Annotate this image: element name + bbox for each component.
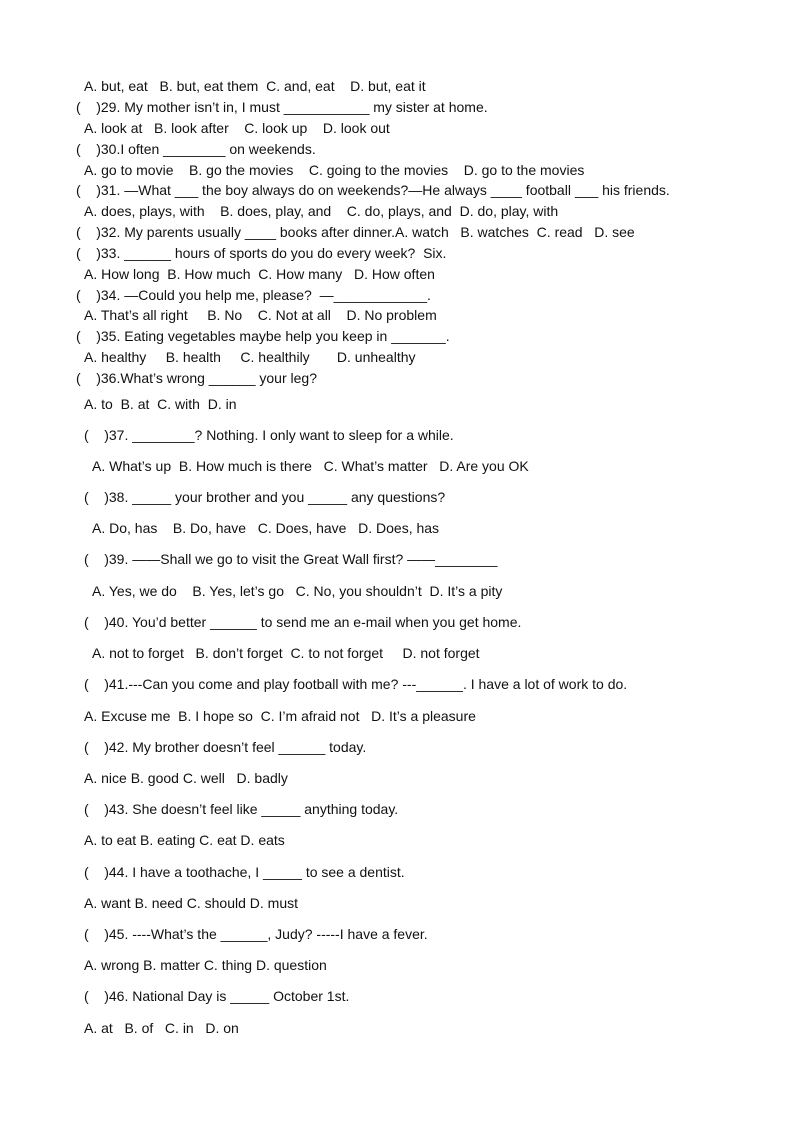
answer-options-37: A. What’s up B. How much is there C. What’s matter D. Are you OK [92,458,529,474]
question-32: ( )32. My parents usually ____ books after dinner.A. watch B. watches C. read D. see [76,224,635,240]
answer-options-45: A. wrong B. matter C. thing D. question [84,957,327,973]
answer-options-34: A. That’s all right B. No C. Not at all D. No problem [84,307,437,323]
answer-options-39: A. Yes, we do B. Yes, let’s go C. No, you shouldn’t D. It’s a pity [92,583,503,599]
question-31: ( )31. —What ___ the boy always do on weekends?—He always ____ football ___ his friends. [76,182,670,198]
answer-options-38: A. Do, has B. Do, have C. Does, have D. Does, has [92,520,440,536]
answer-options-35: A. healthy B. health C. healthily D. unhealthy [84,349,416,365]
answer-options-28: A. but, eat B. but, eat them C. and, eat D. but, eat it [84,78,426,94]
question-29: ( )29. My mother isn’t in, I must ___________ my sister at home. [76,99,488,115]
question-37: ( )37. ________? Nothing. I only want to sleep for a while. [84,427,454,443]
answer-options-43: A. to eat B. eating C. eat D. eats [84,832,285,848]
answer-options-31: A. does, plays, with B. does, play, and C. do, plays, and D. do, play, with [84,203,559,219]
question-38: ( )38. _____ your brother and you _____ any questions? [84,489,446,505]
question-42: ( )42. My brother doesn’t feel ______ today. [84,739,367,755]
question-45: ( )45. ----What’s the ______, Judy? -----I have a fever. [84,926,428,942]
question-33: ( )33. ______ hours of sports do you do every week? Six. [76,245,447,261]
question-44: ( )44. I have a toothache, I _____ to see a dentist. [84,864,405,880]
answer-options-41: A. Excuse me B. I hope so C. I’m afraid not D. It’s a pleasure [84,708,476,724]
answer-options-33: A. How long B. How much C. How many D. How often [84,266,435,282]
question-46: ( )46. National Day is _____ October 1st. [84,988,350,1004]
answer-options-36: A. to B. at C. with D. in [84,396,237,412]
answer-options-30: A. go to movie B. go the movies C. going to the movies D. go to the movies [84,162,585,178]
question-43: ( )43. She doesn’t feel like _____ anything today. [84,801,399,817]
answer-options-44: A. want B. need C. should D. must [84,895,298,911]
answer-options-40: A. not to forget B. don’t forget C. to not forget D. not forget [92,645,480,661]
answer-options-29: A. look at B. look after C. look up D. look out [84,120,390,136]
question-36: ( )36.What’s wrong ______ your leg? [76,370,317,386]
answer-options-42: A. nice B. good C. well D. badly [84,770,288,786]
question-40: ( )40. You’d better ______ to send me an e-mail when you get home. [84,614,522,630]
answer-options-46: A. at B. of C. in D. on [84,1020,239,1036]
question-35: ( )35. Eating vegetables maybe help you keep in _______. [76,328,450,344]
question-30: ( )30.I often ________ on weekends. [76,141,316,157]
question-39: ( )39. ——Shall we go to visit the Great Wall first? ——________ [84,551,498,567]
question-41: ( )41.---Can you come and play football with me? ---______. I have a lot of work to do. [84,676,628,692]
question-34: ( )34. —Could you help me, please? —____________. [76,287,431,303]
